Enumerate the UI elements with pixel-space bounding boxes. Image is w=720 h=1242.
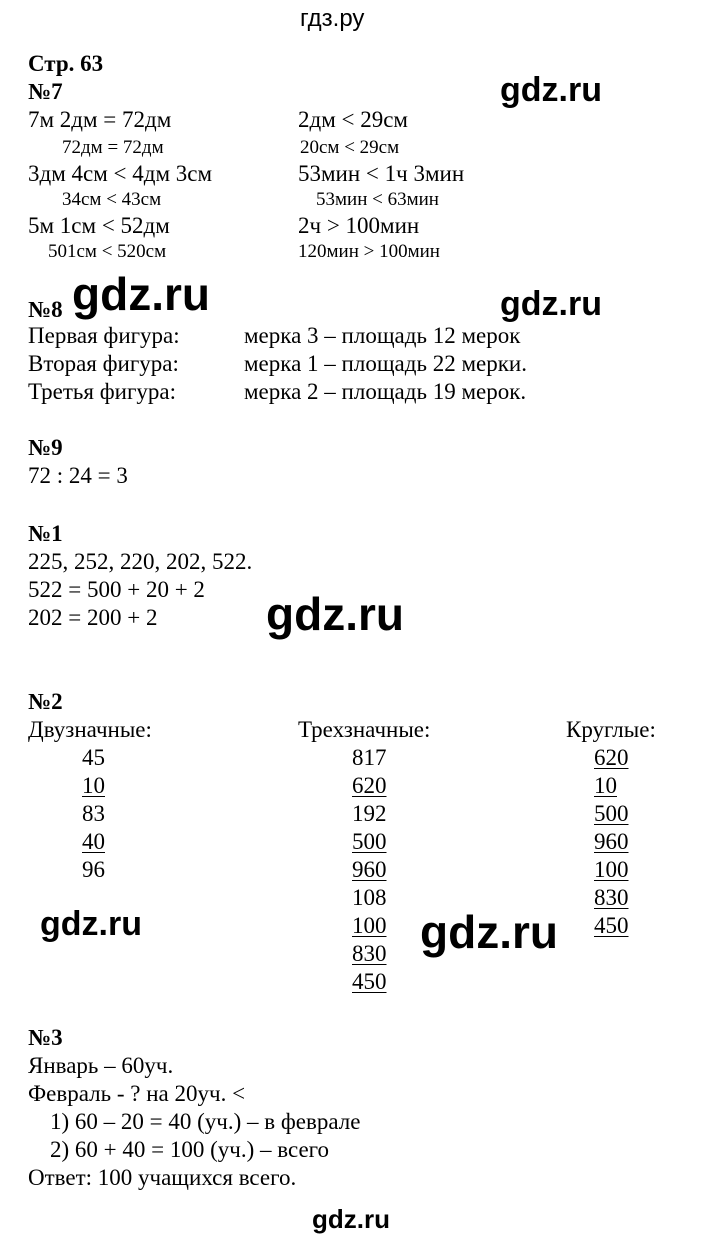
ex8-result: мерка 3 – площадь 12 мерок <box>244 323 521 348</box>
ex7-row-right: 53мин < 63мин <box>316 189 439 210</box>
ex3-line: 2) 60 + 40 = 100 (уч.) – всего <box>50 1137 330 1162</box>
ex8-title: №8 <box>28 297 63 322</box>
ex7-row-left: 72дм = 72дм <box>62 137 164 158</box>
watermark: gdz.ru <box>500 71 602 109</box>
ex2-number: 108 <box>352 885 387 910</box>
ex9-title: №9 <box>28 435 63 460</box>
ex1-line: 202 = 200 + 2 <box>28 605 158 630</box>
ex1-line: 522 = 500 + 20 + 2 <box>28 577 205 602</box>
ex2-number: 10 <box>594 773 617 798</box>
ex2-number: 960 <box>594 829 629 854</box>
ex3-title: №3 <box>28 1025 63 1050</box>
page-label: Стр. 63 <box>28 51 104 76</box>
watermark: gdz.ru <box>266 588 404 640</box>
ex8-figure: Первая фигура: <box>28 323 180 348</box>
ex2-number: 83 <box>82 801 105 826</box>
ex8-figure: Вторая фигура: <box>28 351 179 376</box>
ex7-row-left: 3дм 4см < 4дм 3см <box>28 161 213 186</box>
ex2-number: 620 <box>352 773 387 798</box>
ex7-title: №7 <box>28 79 63 104</box>
ex7-row-right: 2дм < 29см <box>298 107 408 132</box>
watermark: gdz.ru <box>40 905 142 943</box>
watermark: gdz.ru <box>500 285 602 323</box>
ex2-number: 96 <box>82 857 105 882</box>
ex3-line: 1) 60 – 20 = 40 (уч.) – в феврале <box>50 1109 361 1134</box>
ex3-line: Февраль - ? на 20уч. < <box>28 1081 246 1106</box>
ex1-title: №1 <box>28 521 63 546</box>
ex2-column-two-digit <box>82 744 105 884</box>
ex2-number: 450 <box>352 969 387 994</box>
ex7-row-left: 34см < 43см <box>62 189 162 210</box>
ex9-line: 72 : 24 = 3 <box>28 463 128 488</box>
ex2-number: 620 <box>594 745 629 770</box>
ex7-row-left: 7м 2дм = 72дм <box>28 107 172 132</box>
ex8-result: мерка 2 – площадь 19 мерок. <box>244 379 527 404</box>
site-header: гдз.ру <box>300 5 365 32</box>
ex1-line: 225, 252, 220, 202, 522. <box>28 549 253 574</box>
ex2-number: 100 <box>594 857 629 882</box>
ex2-number: 10 <box>82 773 105 798</box>
ex2-number: 960 <box>352 857 387 882</box>
ex2-number: 40 <box>82 829 105 854</box>
ex7-row-right: 2ч > 100мин <box>298 213 420 238</box>
ex7-row-left: 501см < 520см <box>48 241 167 262</box>
ex7-row-left: 5м 1см < 52дм <box>28 213 170 238</box>
ex2-column-three-digit <box>352 744 387 996</box>
watermark: gdz.ru <box>420 906 558 958</box>
ex7-row-right: 53мин < 1ч 3мин <box>298 161 465 186</box>
ex2-number: 500 <box>594 801 629 826</box>
ex8-figure: Третья фигура: <box>28 379 176 404</box>
ex2-title: №2 <box>28 689 63 714</box>
ex2-number: 817 <box>352 745 387 770</box>
ex2-number: 500 <box>352 829 387 854</box>
ex7-row-right: 20см < 29см <box>300 137 400 158</box>
ex2-column-header: Круглые: <box>566 717 656 742</box>
ex8-result: мерка 1 – площадь 22 мерки. <box>244 351 527 376</box>
ex3-answer: Ответ: 100 учащихся всего. <box>28 1165 297 1190</box>
ex2-number: 45 <box>82 745 105 770</box>
ex2-column-header: Трехзначные: <box>298 717 431 742</box>
watermark: gdz.ru <box>72 268 210 320</box>
ex2-column-header: Двузначные: <box>28 717 152 742</box>
ex2-number: 830 <box>352 941 387 966</box>
ex2-number: 192 <box>352 801 387 826</box>
ex2-number: 100 <box>352 913 387 938</box>
ex3-line: Январь – 60уч. <box>28 1053 174 1078</box>
watermark: gdz.ru <box>312 1204 390 1234</box>
ex7-row-right: 120мин > 100мин <box>298 241 440 262</box>
ex2-number: 450 <box>594 913 629 938</box>
ex2-column-round <box>594 744 629 940</box>
ex2-number: 830 <box>594 885 629 910</box>
